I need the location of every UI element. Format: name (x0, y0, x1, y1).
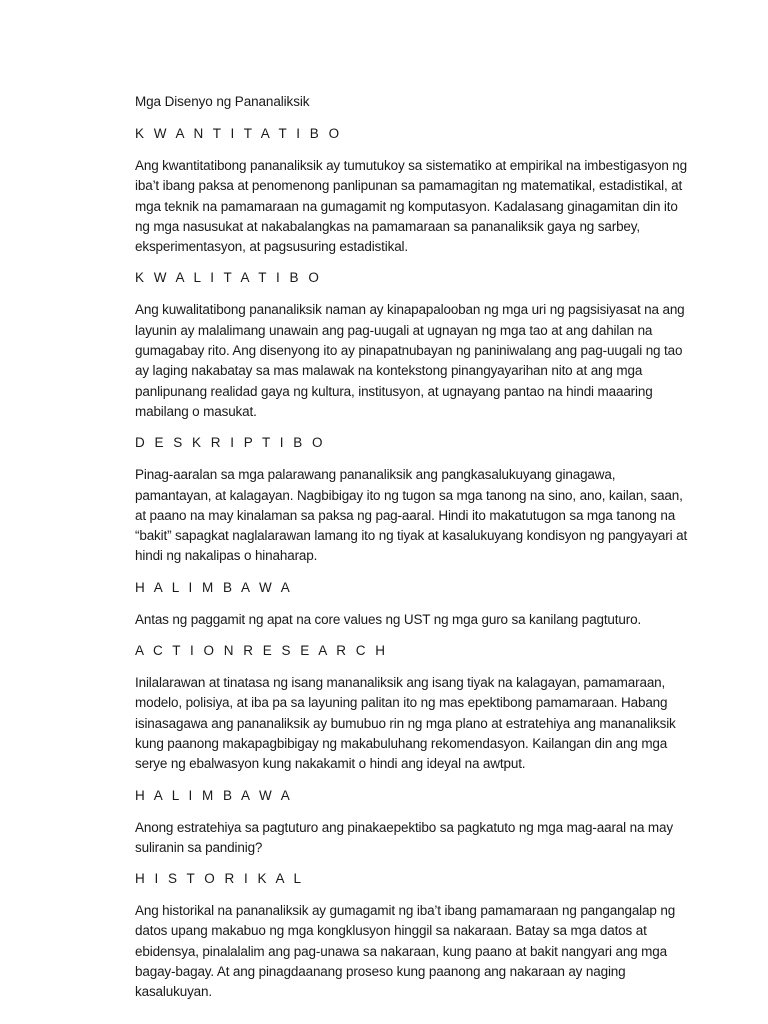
section-heading: A C T I O N R E S E A R C H (135, 643, 389, 659)
section-heading: H I S T O R I K A L (135, 871, 305, 887)
section-heading: H A L I M B A W A (135, 579, 293, 595)
section-kwalitatibo (135, 268, 695, 422)
document-title: Mga Disenyo ng Pananaliksik (135, 94, 310, 109)
section-action-research (135, 641, 695, 774)
section-halimbawa-1 (135, 578, 695, 630)
section-body: Inilalarawan at tinatasa ng isang mananaliksik ang isang tiyak na kalagayan, pamamaraan, modelo, polisiya, at iba pa sa layuning palitan ito ng mas epektibong pamamaraan. Habang isinasagawa ang pananaliksik ay bumubuo rin ng mga plano at estratehiya ang mananaliksik kung paanong makapagbibigay ng makabuluhang rekomendasyon. Kailangan din ang mga serye ng ebalwasyon kung nakakamit o hindi ang ideyal na awtput. (135, 675, 676, 772)
section-heading: H A L I M B A W A (135, 787, 293, 803)
section-body: Pinag-aaralan sa mga palarawang pananaliksik ang pangkasalukuyang ginagawa, pamantayan, at kalagayan. Nagbibigay ito ng tugon sa mga tanong na sino, ano, kailan, saan, at paano na may kinalaman sa paksa ng pag-aaral. Hindi ito makatutugon sa mga tanong na “bakit” sapagkat naglalarawan lamang ito ng tiyak at kasalukuyang kondisyon ng pangyayari at hindi ng nakalipas o hinaharap. (135, 467, 688, 564)
section-heading: K W A N T I T A T I B O (135, 126, 343, 141)
section-heading: K W A L I T A T I B O (135, 270, 322, 286)
section-halimbawa-2 (135, 786, 695, 859)
section-kwantitatibo (135, 124, 695, 257)
section-deskriptibo (135, 433, 695, 566)
section-heading: D E S K R I P T I B O (135, 435, 326, 451)
section-body: Anong estratehiya sa pagtuturo ang pinakaepektibo sa pagkatuto ng mga mag-aaral na may suliranin sa pandinig? (135, 819, 673, 855)
section-body: Ang kwantitatibong pananaliksik ay tumutukoy sa sistematiko at empirikal na imbestigasyon ng iba’t ibang paksa at penomenong panlipunan sa pamamagitan ng matematikal, estadistikal, at mga teknik na pamamaraan na gumagamit ng komputasyon. Kadalasang ginagamitan din ito ng mga nasusukat at nakabalangkas na pamamaraan sa pananaliksik gaya ng sarbey, eksperimentasyon, at pagsusuring estadistikal. (135, 158, 687, 255)
section-body: Antas ng paggamit ng apat na core values ng UST ng mga guro sa kanilang pagtuturo. (135, 611, 642, 627)
section-body: Ang kuwalitatibong pananaliksik naman ay kinapapalooban ng mga uri ng pagsisiyasat na ang layunin ay malalimang unawain ang pag-uugali at ugnayan ng mga tao at ang dahilan na gumagabay rito. Ang disenyong ito ay pinapatnubayan ng paniniwalang ang pag-uugali ng tao ay laging nakabatay sa mas malawak na kontekstong pinangyayarihan nito at ang mga panlipunang realidad gaya ng kultura, institusyon, at ugnayang pantao na hindi maaaring mabilang o masukat. (135, 302, 685, 419)
section-historikal (135, 869, 695, 1002)
document-page (135, 92, 695, 1014)
section-body: Ang historikal na pananaliksik ay gumagamit ng iba’t ibang pamamaraan ng pangangalap ng datos upang makabuo ng mga kongklusyon hinggil sa nakaraan. Batay sa mga datos at ebidensya, pinalalalim ang pag-unawa sa nakaraan, kung paano at bakit nangyari ang mga bagay-bagay. At ang pinagdaanang proseso kung paanong ang nakaraan ay naging kasalukuyan. (135, 903, 676, 1000)
